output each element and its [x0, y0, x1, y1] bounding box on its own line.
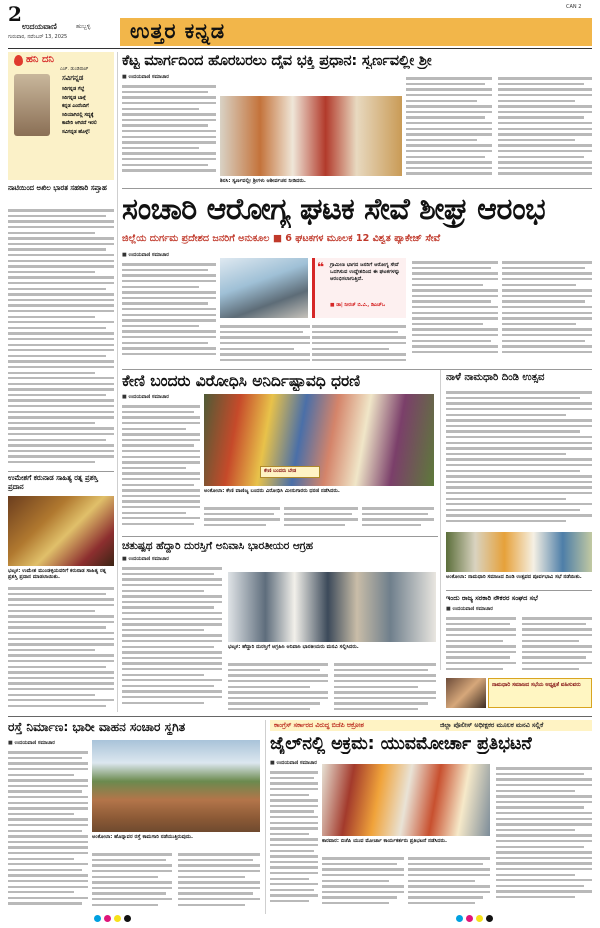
banner-byline: ■ ಉದಯವಾಣಿ ಸಮಾಚಾರ [122, 252, 169, 258]
jail-kicker-2: ಜಿಲ್ಲಾ ಪೊಲೀಸ್ ಅಧೀಕ್ಷಕರ ಮೂಲಕ ಮನವಿ ಸಲ್ಲಿಕೆ [440, 721, 544, 729]
quote-text: ಗ್ರಾಮೀಣ ಭಾಗದ ಜನರಿಗೆ ಆರೋಗ್ಯ ಸೇವೆ ಒದಗಿಸುವ ಉದ್ದೇಶದಿಂದ ಈ ಘಟಕಗಳನ್ನು ಆರಂಭಿಸಲಾಗುತ್ತಿದೆ. [330, 262, 400, 282]
drop-icon [14, 55, 23, 66]
poem-title: ಸವಿಗನ್ನಡ [62, 74, 84, 82]
highway-col-1 [122, 564, 222, 714]
meeting-headline: ಇಂದು ರಾಜ್ಯ ಸರಕಾರಿ ನೌಕರರ ಸಂಘದ ಸಭೆ [446, 594, 538, 602]
bottom-col-rule [265, 720, 266, 914]
poem-line: ಸಿರಿಯಾಗಿರಲ್ಲಿ ಸದ್ಯಕ್ಕೆ [62, 112, 94, 118]
meeting-byline: ■ ಉದಯವಾಣಿ ಸಮಾಚಾರ [446, 606, 493, 612]
sidebar-story2-body [8, 584, 114, 714]
banner-col-3 [220, 322, 310, 366]
jail-byline: ■ ಉದಯವಾಣಿ ಸಮಾಚಾರ [270, 760, 317, 766]
jail-headline: ಜೈಲ್‌ನಲ್ಲಿ ಅಕ್ರಮ: ಯುವಮೋರ್ಚಾ ಪ್ರತಿಭಟನೆ [270, 734, 532, 754]
column-name: ಹನಿ ದನಿ [26, 54, 54, 65]
protest-col-1 [122, 402, 200, 532]
road-photo [92, 740, 260, 832]
jail-kicker: ಕಾಂಗ್ರೆಸ್ ಸರ್ಕಾರದ ವಿರುದ್ಧ ಬಿಜೆಪಿ ಆಕ್ರೋಶ [274, 721, 364, 729]
highway-divider [122, 536, 438, 537]
black-dot [486, 915, 493, 922]
award-photo [8, 496, 114, 566]
author-photo [14, 74, 50, 136]
jail-col-3 [408, 854, 490, 912]
poem-line: ಸಿರಿಗನ್ನಡ ಬಾಳ್ಗೆ [62, 95, 86, 101]
lead-photo [220, 96, 402, 176]
festival-body [446, 388, 592, 528]
festival-headline: ನಾಳೆ ನಾಮಧಾರಿ ದಿಂಡಿ ಉತ್ಸವ [446, 372, 545, 383]
date-line: ಗುರುವಾರ, ನವೆಂಬರ್ 13, 2025 [8, 34, 68, 40]
registration-marks-right [456, 915, 493, 922]
protest-banner-text: ಕೇಣಿ ಬಂದರು ಬೇಡ [264, 468, 297, 474]
column-author: ಎಚ್. ಡುಂಡಿರಾಜ್ [60, 67, 89, 72]
road-col-1 [8, 748, 88, 912]
sidebar-story1-headline: ನಾಟಿಯಿಂದ ಅಖಿಲ ಭಾರತ ಸಹಕಾರಿ ಸಪ್ತಾಹ [8, 184, 107, 192]
highway-photo-caption: ಭಟ್ಕಳ: ಹೆದ್ದಾರಿ ದುರಸ್ತಿಗೆ ಆಗ್ರಹಿಸಿ ಅನಿವಾಸಿ ಭಾರತೀಯರು ಮನವಿ ಸಲ್ಲಿಸಿದರು. [228, 644, 359, 650]
poem-line: ಕಾವೇರಿ ಆಗಿರದೆ ಇರಲಿ [62, 121, 97, 126]
notice-photo [446, 678, 486, 708]
lead-headline: ಕೆಟ್ಟ ಮಾರ್ಗದಿಂದ ಹೊರಬರಲು ದೈವ ಭಕ್ತಿ ಪ್ರಧಾನ: ಸ್ವರ್ಣವಲ್ಲೀ ಶ್ರೀ [122, 52, 432, 69]
page-code: CAN 2 [566, 4, 582, 10]
road-photo-caption: ಅಂಕೋಲಾ: ಹೊನ್ನಾವರ ರಸ್ತೆ ಕಾಮಗಾರಿ ನಡೆಯುತ್ತಿರುವುದು. [92, 834, 193, 840]
magenta-dot [104, 915, 111, 922]
lead-byline: ■ ಉದಯವಾಣಿ ಸಮಾಚಾರ [122, 74, 169, 80]
page-number: 2 [8, 2, 22, 26]
highway-col-3 [228, 660, 328, 714]
sidebar-divider [8, 471, 114, 472]
sidebar-story2-headline: ಉಮೇಶಗೆ ಕರುನಾಡ ಸಾಹಿತ್ಯ ರತ್ನ ಪ್ರಶಸ್ತಿ ಪ್ರದಾನ [8, 474, 98, 491]
magenta-dot [466, 915, 473, 922]
highway-col-4 [334, 660, 436, 714]
lead-col-3 [406, 74, 492, 184]
festival-photo [446, 532, 592, 572]
meeting-col-2 [522, 614, 592, 676]
banner-subhead: ಜಿಲ್ಲೆಯ ದುರ್ಗಮ ಪ್ರದೇಶದ ಜನರಿಗೆ ಅನುಕೂಲ ■ 6 ಘಟಕಗಳ ಮೂಲಕ 12 ವಿಶ್ವತ ಪ್ಯಾಕೇಜ್ ಸೇವೆ [122, 233, 441, 244]
lead-col-4 [498, 74, 592, 184]
jail-col-2 [322, 854, 404, 912]
road-headline: ರಸ್ತೆ ನಿರ್ಮಾಣ: ಭಾರೀ ವಾಹನ ಸಂಚಾರ ಸ್ಥಗಿತ [8, 720, 186, 734]
lead-divider [122, 188, 592, 189]
banner-col-1 [122, 260, 216, 366]
protest-col-2 [204, 504, 280, 532]
poem-lines [62, 86, 112, 137]
jail-col-1 [270, 768, 318, 912]
quote-author: ■ ಡಾ| ನೀರಜ್ ಬಿ.ವಿ., ಡಿಎಚ್ಒ [330, 303, 386, 308]
protest-photo-caption: ಅಂಕೋಲಾ: ಕೇಣಿ ವಾಣಿಜ್ಯ ಬಂದರು ವಿರೋಧಿಸಿ ಮೀನುಗಾರರು ಧರಣಿ ನಡೆಸಿದರು. [204, 488, 340, 494]
highway-byline: ■ ಉದಯವಾಣಿ ಸಮಾಚಾರ [122, 556, 169, 562]
yellow-dot [114, 915, 121, 922]
cyan-dot [456, 915, 463, 922]
lead-col-1 [122, 82, 216, 182]
highway-photo [228, 572, 436, 642]
meeting-col-1 [446, 614, 516, 676]
jail-photo [322, 764, 490, 836]
banner-col-4 [312, 322, 406, 366]
yellow-dot [476, 915, 483, 922]
header-rule [8, 48, 592, 49]
section-title: ಉತ್ತರ ಕನ್ನಡ [130, 19, 226, 43]
jail-col-4 [496, 764, 592, 912]
sidebar-rule [117, 52, 118, 712]
protest-col-3 [284, 504, 358, 532]
lead-photo-caption: ಶಿರಸಿ: ಸ್ವರ್ಣವಲ್ಲೀ ಶ್ರೀಗಳು ಆಶೀರ್ವಚನ ನೀಡಿದರು. [220, 178, 306, 184]
road-byline: ■ ಉದಯವಾಣಿ ಸಮಾಚಾರ [8, 740, 55, 746]
protest-byline: ■ ಉದಯವಾಣಿ ಸಮಾಚಾರ [122, 394, 169, 400]
quote-mark-icon: ❝ [317, 260, 325, 274]
festival-divider [446, 590, 592, 591]
registration-marks-left [94, 915, 131, 922]
road-col-2 [92, 850, 172, 912]
right-col-rule [440, 370, 441, 670]
banner-headline: ಸಂಚಾರಿ ಆರೋಗ್ಯ ಘಟಕ ಸೇವೆ ಶೀಘ್ರ ಆರಂಭ [122, 192, 546, 227]
protest-col-4 [362, 504, 434, 532]
jail-photo-caption: ಕಾರವಾರ: ಬಿಜೆಪಿ ಯುವ ಮೋರ್ಚಾ ಕಾರ್ಯಕರ್ತರು ಪ್ರತಿಭಟನೆ ನಡೆಸಿದರು. [322, 838, 447, 844]
poem-line: ಕನ್ನಡ ಎಂದೆಂದಿಗೆ [62, 104, 89, 109]
protest-headline: ಕೇಣಿ ಬಂದರು ವಿರೋಧಿಸಿ ಅನಿರ್ದಿಷ್ಟಾವಧಿ ಧರಣಿ [122, 372, 360, 390]
black-dot [124, 915, 131, 922]
poem-line: ಸವಿಗನ್ನಡ ಹೊಳ್ಗೆ! [62, 129, 91, 135]
cyan-dot [94, 915, 101, 922]
highway-headline: ಚತುಷ್ಪಥ ಹೆದ್ದಾರಿ ದುರಸ್ತಿಗೆ ಅನಿವಾಸಿ ಭಾರತೀಯರ ಆಗ್ರಹ [122, 540, 313, 552]
road-col-3 [178, 850, 260, 912]
banner-col-6 [502, 258, 592, 366]
festival-photo-caption: ಅಂಕೋಲಾ: ನಾಮಧಾರಿ ಸಮಾಜದ ದಿಂಡಿ ಉತ್ಸವದ ಪೂರ್ವಭಾವಿ ಸಭೆ ನಡೆಯಿತು. [446, 574, 582, 580]
award-photo-caption: ಭಟ್ಕಳ: ಉಮೇಶ ಮುಂಡಳ್ಳಿಯವರಿಗೆ ಕರುನಾಡ ಸಾಹಿತ್ಯ ರತ್ನ ಪ್ರಶಸ್ತಿ ಪ್ರದಾನ ಮಾಡಲಾಯಿತು. [8, 568, 107, 581]
bottom-divider [8, 716, 592, 717]
notice-text: ನಾಮಧಾರಿ ಸಮಾಜದ ಸಭೆಯ ಅಧ್ಯಕ್ಷತೆ ವಹಿಸುವರು [492, 682, 581, 688]
banner-col-5 [412, 258, 498, 366]
banner-divider [122, 369, 592, 370]
edition-name: ಹುಬ್ಬಳ್ಳಿ [76, 23, 91, 30]
poem-line: ಸಿರಿಗನ್ನಡ ಗೆಲ್ಲೆ [62, 87, 85, 92]
banner-photo [220, 258, 308, 318]
paper-name: ಉದಯವಾಣಿ [22, 22, 57, 31]
sidebar-story1-body [8, 206, 114, 468]
